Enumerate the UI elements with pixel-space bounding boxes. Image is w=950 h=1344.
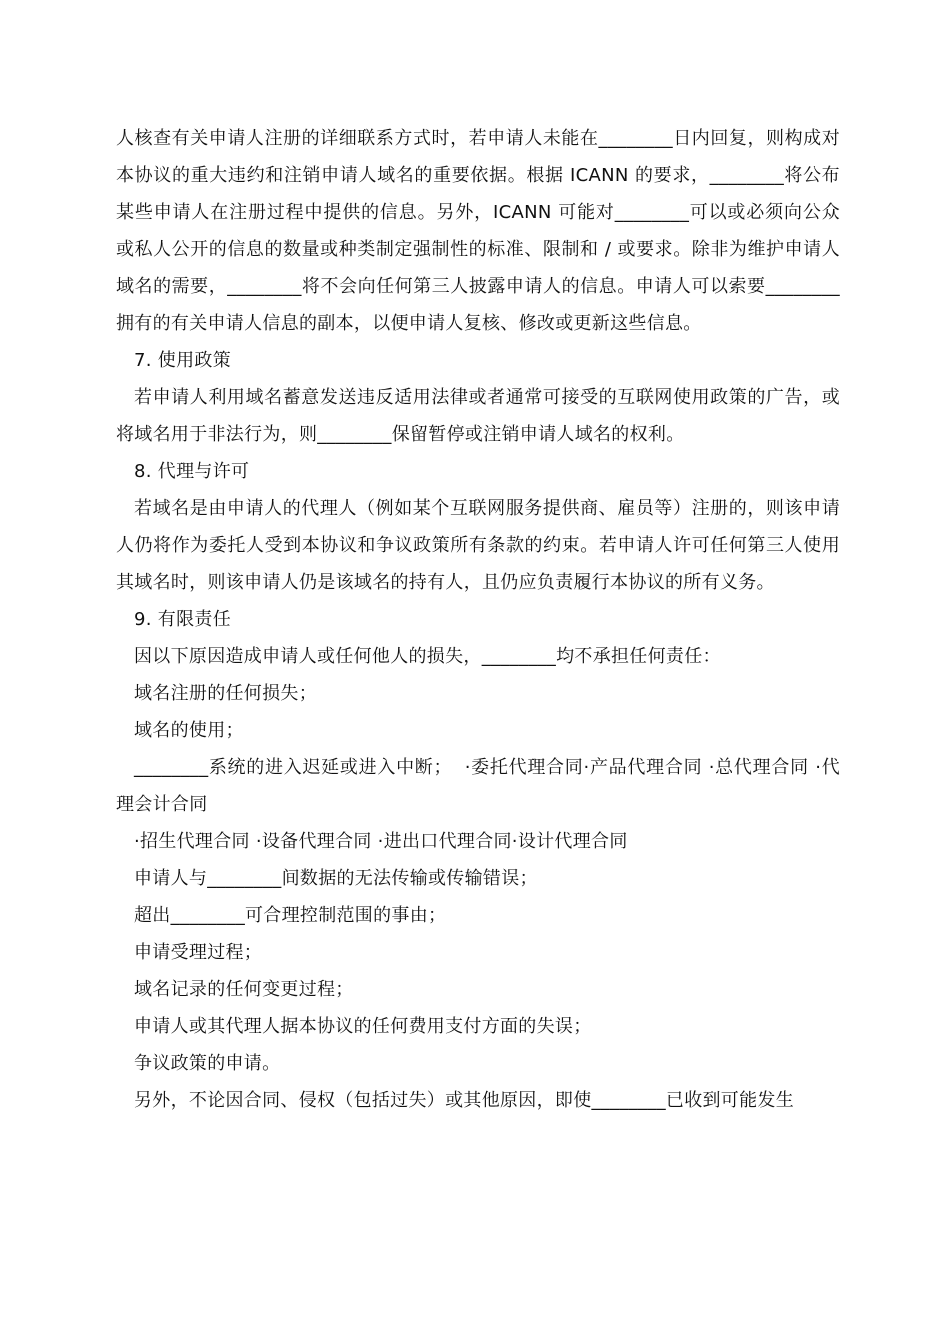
section-heading-agency-license: 8. 代理与许可 [134,461,250,482]
list-item: ·招生代理合同 ·设备代理合同 ·进出口代理合同·设计代理合同 [134,831,628,852]
paragraph-liability-intro: 因以下原因造成申请人或任何他人的损失，________均不承担任何责任： [134,646,721,667]
list-item: 争议政策的申请。 [134,1053,281,1074]
list-item: 申请人或其代理人据本协议的任何费用支付方面的失误； [134,1016,592,1037]
paragraph-liability-final: 另外，不论因合同、侵权（包括过失）或其他原因，即使________已收到可能发生 [134,1090,794,1111]
paragraph-usage-policy: 若申请人利用域名蓄意发送违反适用法律或者通常可接受的互联网使用政策的广告，或将域名用于非法行为，则________保留暂停或注销申请人域名的权利。 [116,387,840,445]
list-item: 域名的使用； [134,720,244,741]
list-item: 域名记录的任何变更过程； [134,979,354,1000]
section-heading-usage-policy: 7. 使用政策 [134,350,231,371]
list-item: 申请人与________间数据的无法传输或传输错误； [134,868,538,889]
section-heading-limited-liability: 9. 有限责任 [134,609,231,630]
list-item: ________系统的进入迟延或进入中断； ·委托代理合同·产品代理合同 ·总代理合同 ·代理会计合同 [116,757,840,815]
paragraph-privacy-continued: 人核查有关申请人注册的详细联系方式时，若申请人未能在________日内回复，则构成对本协议的重大违约和注销申请人域名的重要依据。根据 ICANN 的要求，________将公布某些申请人在注册过程中提供的信息。另外，ICANN 可能对________可以或必须向公众或私人公开的信息的数量或种类制定强制性的标准、限制和 / 或要求。除非为维护申请人域名的需要，________将不会向任何第三人披露申请人的信息。申请人可以索要________拥有的有关申请人信息的副本，以便申请人复核、修改或更新这些信息。 [116,128,840,334]
document-body [116,120,840,1119]
list-item: 申请受理过程； [134,942,263,963]
list-item: 域名注册的任何损失； [134,683,317,704]
paragraph-agency-license: 若域名是由申请人的代理人（例如某个互联网服务提供商、雇员等）注册的，则该申请人仍将作为委托人受到本协议和争议政策所有条款的约束。若申请人许可任何第三人使用其域名时，则该申请人仍是该域名的持有人，且仍应负责履行本协议的所有义务。 [116,498,840,593]
list-item: 超出________可合理控制范围的事由； [134,905,447,926]
